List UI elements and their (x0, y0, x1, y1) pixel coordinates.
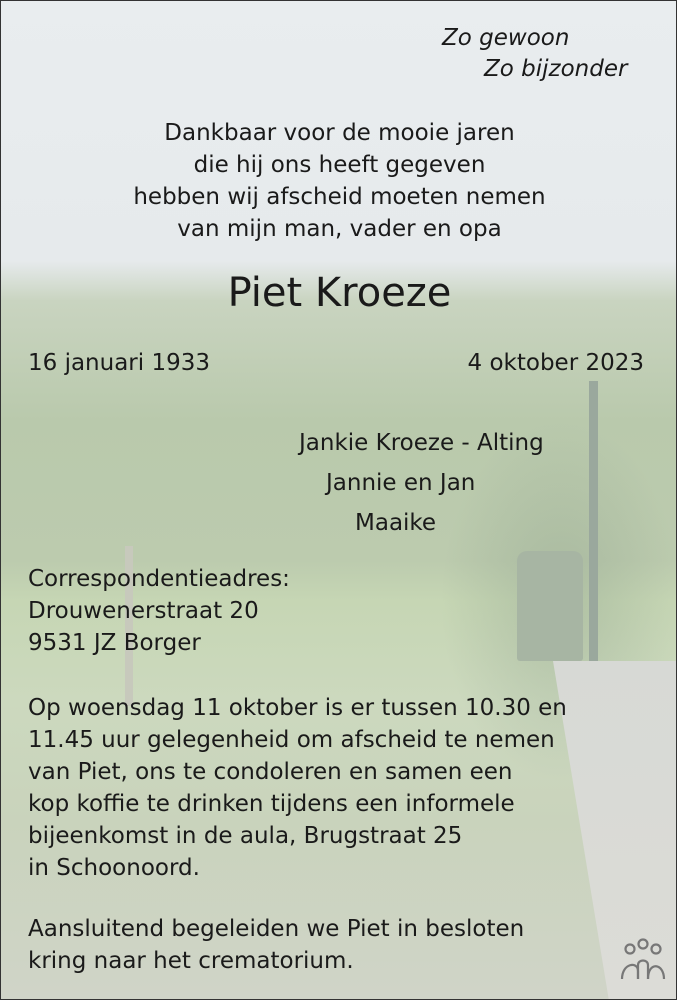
closing-line-2: kring naar het crematorium. (28, 948, 354, 974)
intro-line-1: Dankbaar voor de mooie jaren (164, 120, 515, 146)
family-line-1: Jankie Kroeze - Alting (299, 430, 544, 456)
intro-line-4: van mijn man, vader en opa (177, 216, 502, 242)
death-date: 4 oktober 2023 (467, 350, 644, 376)
family-line-2: Jannie en Jan (326, 470, 476, 496)
motto-line-2: Zo bijzonder (484, 56, 628, 82)
closing-line-1: Aansluitend begeleiden we Piet in besloten (28, 916, 525, 942)
intro-line-2: die hij ons heeft gegeven (193, 152, 486, 178)
family-logo-icon (618, 935, 668, 985)
ceremony-line-5: bijeenkomst in de aula, Brugstraat 25 (28, 823, 463, 849)
motto-line-1: Zo gewoon (442, 25, 570, 51)
ceremony-line-2: 11.45 uur gelegenheid om afscheid te nemen (28, 727, 555, 753)
ceremony-line-1: Op woensdag 11 oktober is er tussen 10.30 en (28, 695, 567, 721)
address-label: Correspondentieadres: (28, 566, 290, 592)
address-street: Drouwenerstraat 20 (28, 598, 259, 624)
family-line-3: Maaike (355, 510, 437, 536)
deceased-name: Piet Kroeze (227, 270, 452, 316)
background-compost-bin (517, 551, 583, 661)
intro-line-3: hebben wij afscheid moeten nemen (133, 184, 546, 210)
address-city: 9531 JZ Borger (28, 630, 201, 656)
ceremony-line-6: in Schoonoord. (28, 855, 200, 881)
ceremony-line-3: van Piet, ons te condoleren en samen een (28, 759, 513, 785)
ceremony-line-4: kop koffie te drinken tijdens een informele (28, 791, 515, 817)
background-pole (589, 381, 598, 661)
birth-date: 16 januari 1933 (28, 350, 211, 376)
